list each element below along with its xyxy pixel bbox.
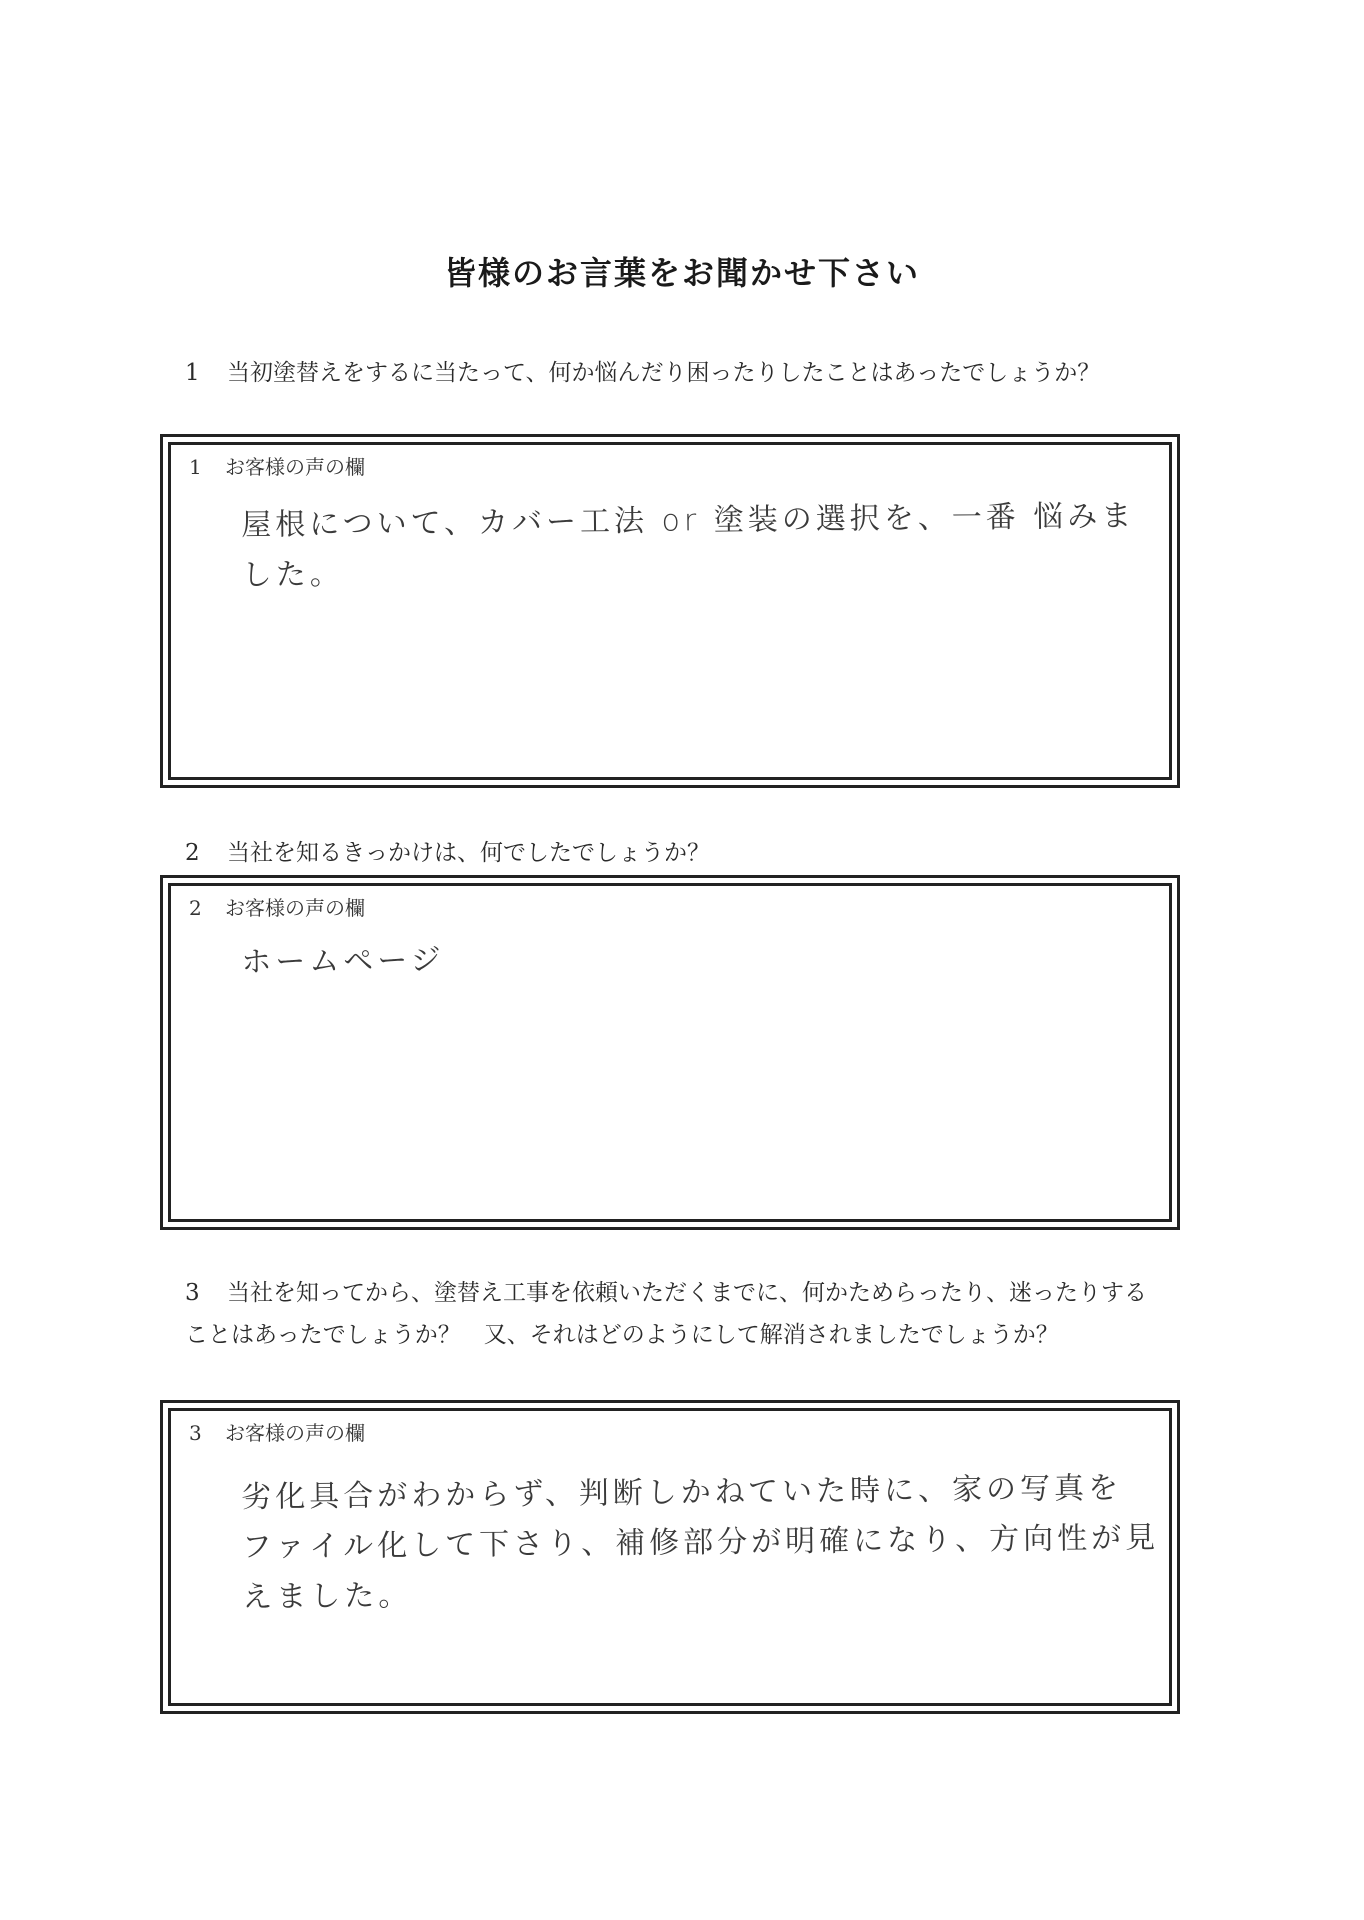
answer-line: 屋根について、カバー工法 or 塗装の選択を、一番 悩みました。 xyxy=(241,498,1136,593)
question-1 xyxy=(185,352,1160,394)
question-3 xyxy=(185,1272,1160,1356)
question-2 xyxy=(185,832,1160,874)
handwritten-answer xyxy=(241,936,445,988)
box-label-text: お客様の声の欄 xyxy=(225,1421,365,1445)
question-number: 2 xyxy=(185,840,200,866)
box-label xyxy=(189,892,365,921)
question-number: 3 xyxy=(185,1280,200,1306)
answer-box-2 xyxy=(160,875,1180,1230)
answer-box-1 xyxy=(160,434,1180,788)
box-label-text: お客様の声の欄 xyxy=(225,455,365,479)
answer-box-inner xyxy=(168,883,1172,1222)
question-text: 当社を知るきっかけは、何でしたでしょうか？ xyxy=(227,840,710,866)
box-number: 1 xyxy=(189,455,202,479)
question-text: 当初塗替えをするに当たって、何か悩んだり困ったりしたことはあったでしょうか？ xyxy=(227,360,1101,386)
box-number: 3 xyxy=(189,1421,202,1445)
box-label xyxy=(189,451,365,480)
answer-line: 劣化具合がわからず、判断しかねていた時に、家の写真を xyxy=(241,1470,1123,1515)
answer-box-inner xyxy=(168,1408,1172,1706)
box-label xyxy=(189,1417,365,1446)
handwritten-answer xyxy=(241,1463,1171,1623)
answer-line: ファイル化して下さり、補修部分が明確になり、方向性が見えました。 xyxy=(241,1520,1160,1615)
box-number: 2 xyxy=(189,896,202,920)
handwritten-answer xyxy=(241,491,1170,601)
answer-box-3 xyxy=(160,1400,1180,1714)
page-title: 皆様のお言葉をお聞かせ下さい xyxy=(443,254,920,292)
question-number: 1 xyxy=(185,360,200,386)
box-label-text: お客様の声の欄 xyxy=(225,896,365,920)
question-text: 当社を知ってから、塗替え工事を依頼いただくまでに、何かためらったり、迷ったりすることはあったでしょうか？ 又、それはどのようにして解消されましたでしょうか？ xyxy=(185,1280,1147,1348)
answer-line: ホームページ xyxy=(241,942,445,980)
answer-box-inner xyxy=(168,442,1172,780)
